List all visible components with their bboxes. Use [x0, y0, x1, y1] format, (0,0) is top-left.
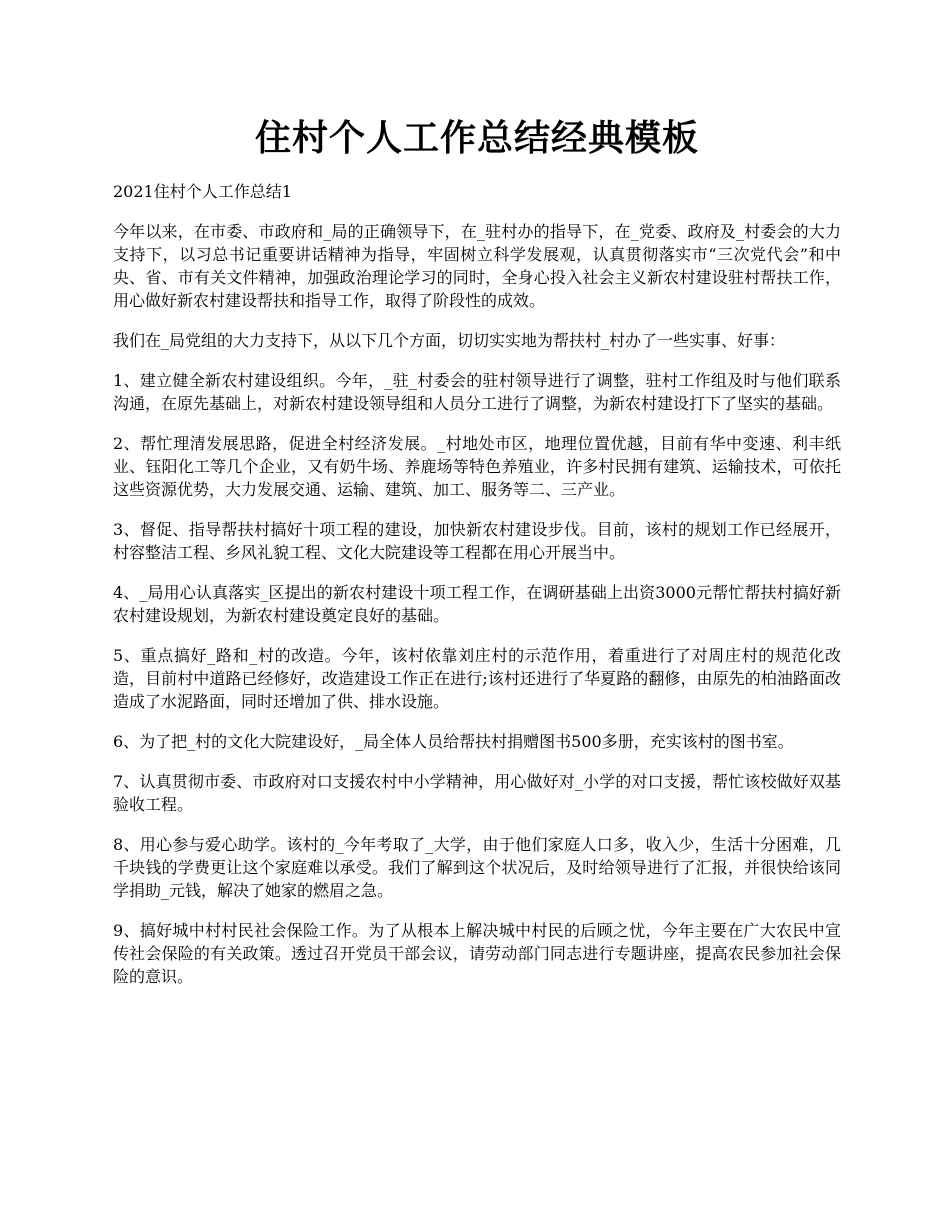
paragraph-item-1: 1、建立健全新农村建设组织。今年，_驻_村委会的驻村领导进行了调整，驻村工作组及时与他们联系沟通，在原先基础上，对新农村建设领导组和人员分工进行了调整，为新农村建设打下了坚实的基础。: [113, 371, 841, 413]
paragraph-item-5: 5、重点搞好_路和_村的改造。今年，该村依靠刘庄村的示范作用，着重进行了对周庄村的规范化改造，目前村中道路已经修好，改造建设工作正在进行;该村还进行了华夏路的翻修，由原先的柏油路面改造成了水泥路面，同时还增加了供、排水设施。: [113, 646, 841, 711]
paragraph-summary: 我们在_局党组的大力支持下，从以下几个方面，切切实实地为帮扶村_村办了一些实事、好事：: [113, 331, 786, 350]
document-subtitle: 2021住村个人工作总结1: [113, 182, 292, 201]
paragraph-item-8: 8、用心参与爱心助学。该村的_今年考取了_大学，由于他们家庭人口多，收入少，生活十分困难，几千块钱的学费更让这个家庭难以承受。我们了解到这个状况后，及时给领导进行了汇报，并很快给该同学捐助_元钱，解决了她家的燃眉之急。: [113, 835, 841, 900]
paragraph-item-6: 6、为了把_村的文化大院建设好，_局全体人员给帮扶村捐赠图书500多册，充实该村的图书室。: [113, 732, 794, 751]
document-title: 住村个人工作总结经典模板: [254, 117, 699, 159]
paragraph-item-2: 2、帮忙理清发展思路，促进全村经济发展。_村地处市区，地理位置优越，目前有华中变速、利丰纸业、钰阳化工等几个企业，又有奶牛场、养鹿场等特色养殖业，许多村民拥有建筑、运输技术，可依托这些资源优势，大力发展交通、运输、建筑、加工、服务等二、三产业。: [113, 434, 841, 499]
document-page: [113, 0, 841, 988]
paragraph-item-4: 4、_局用心认真落实_区提出的新农村建设十项工程工作，在调研基础上出资3000元帮忙帮扶村搞好新农村建设规划，为新农村建设奠定良好的基础。: [113, 583, 841, 625]
paragraph-item-9: 9、搞好城中村村民社会保险工作。为了从根本上解决城中村民的后顾之忧，今年主要在广大农民中宣传社会保险的有关政策。透过召开党员干部会议，请劳动部门同志进行专题讲座，提高农民参加社会保险的意识。: [113, 921, 841, 986]
paragraph-item-3: 3、督促、指导帮扶村搞好十项工程的建设，加快新农村建设步伐。目前，该村的规划工作已经展开，村容整洁工程、乡风礼貌工程、文化大院建设等工程都在用心开展当中。: [113, 520, 841, 562]
paragraph-intro: 今年以来，在市委、市政府和_局的正确领导下，在_驻村办的指导下，在_党委、政府及_村委会的大力支持下，以习总书记重要讲话精神为指导，牢固树立科学发展观，认真贯彻落实市“三次党代会”和中央、省、市有关文件精神，加强政治理论学习的同时，全身心投入社会主义新农村建设驻村帮扶工作，用心做好新农村建设帮扶和指导工作，取得了阶段性的成效。: [113, 222, 841, 310]
paragraph-item-7: 7、认真贯彻市委、市政府对口支援农村中小学精神，用心做好对_小学的对口支援，帮忙该校做好双基验收工程。: [113, 772, 841, 814]
